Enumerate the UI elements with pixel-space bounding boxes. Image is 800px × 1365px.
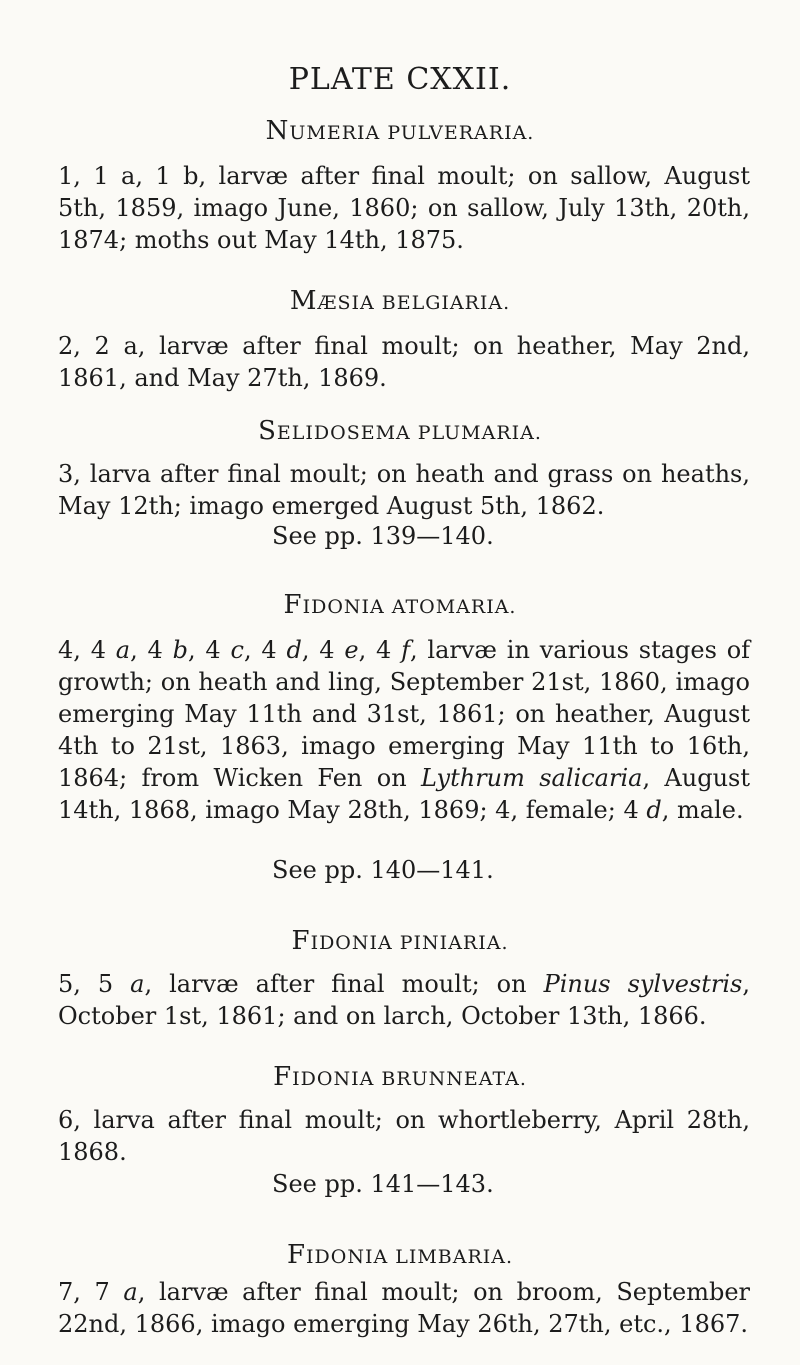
species-initial: N — [265, 116, 290, 146]
species-name-rest: IDONIA LIMBARIA. — [306, 1246, 514, 1268]
species-name-rest: IDONIA BRUNNEATA. — [292, 1068, 527, 1090]
species-initial: F — [283, 590, 303, 620]
plate-title: PLATE CXXII. — [288, 62, 512, 97]
species-initial: S — [258, 416, 277, 446]
description-paragraph: 5, 5 a, larvæ after final moult; on Pinus sylvestris, October 1st, 1861; and on larch, October 13th, 1866. — [58, 970, 750, 1030]
species-name-rest: IDONIA ATOMARIA. — [302, 596, 517, 618]
description-paragraph: 4, 4 a, 4 b, 4 c, 4 d, 4 e, 4 f, larvæ in various stages of growth; on heath and ling, September 21st, 1860, imago emerging May 11th and 31st, 1861; on heather, August 4th to 21st, 1863, imago emerging May 11th to 16th, 1864; from Wicken Fen on Lythrum salicaria, August 14th, 1868, imago May 28th, 1869; 4, female; 4 d, male. — [58, 636, 751, 824]
species-heading-fidonia-limbaria — [0, 1240, 800, 1270]
page-reference: See pp. 140—141. — [272, 856, 494, 884]
species-heading-selidosema-plumaria — [0, 416, 800, 446]
species-heading-maesia-belgiaria — [0, 286, 800, 316]
species-initial: F — [273, 1062, 293, 1092]
species-initial: F — [291, 926, 311, 956]
description-paragraph: 2, 2 a, larvæ after final moult; on heather, May 2nd, 1861, and May 27th, 1869. — [58, 332, 750, 392]
page-reference: See pp. 141—143. — [272, 1170, 494, 1198]
species-name-rest: UMERIA PULVERARIA. — [289, 122, 535, 144]
species-heading-fidonia-brunneata — [0, 1062, 800, 1092]
page-reference: See pp. 139—140. — [272, 522, 494, 550]
description-paragraph: 6, larva after final moult; on whortleberry, April 28th, 1868. — [58, 1106, 750, 1166]
species-initial: M — [289, 286, 318, 316]
species-name-rest: IDONIA PINIARIA. — [310, 932, 509, 954]
description-paragraph: 7, 7 a, larvæ after final moult; on broom, September 22nd, 1866, imago emerging May 26th, 27th, etc., 1867. — [58, 1278, 750, 1338]
description-paragraph: 3, larva after final moult; on heath and grass on heaths, May 12th; imago emerged August 5th, 1862. — [58, 460, 750, 520]
species-initial: F — [286, 1240, 306, 1270]
species-heading-numeria-pulveraria — [0, 116, 800, 146]
description-paragraph: 1, 1 a, 1 b, larvæ after final moult; on sallow, August 5th, 1859, imago June, 1860; on sallow, July 13th, 20th, 1874; moths out May 14th, 1875. — [58, 162, 750, 254]
species-name-rest: ELIDOSEMA PLUMARIA. — [276, 422, 542, 444]
species-heading-fidonia-piniaria — [0, 926, 800, 956]
species-heading-fidonia-atomaria — [0, 590, 800, 620]
species-name-rest: ÆSIA BELGIARIA. — [317, 292, 511, 314]
